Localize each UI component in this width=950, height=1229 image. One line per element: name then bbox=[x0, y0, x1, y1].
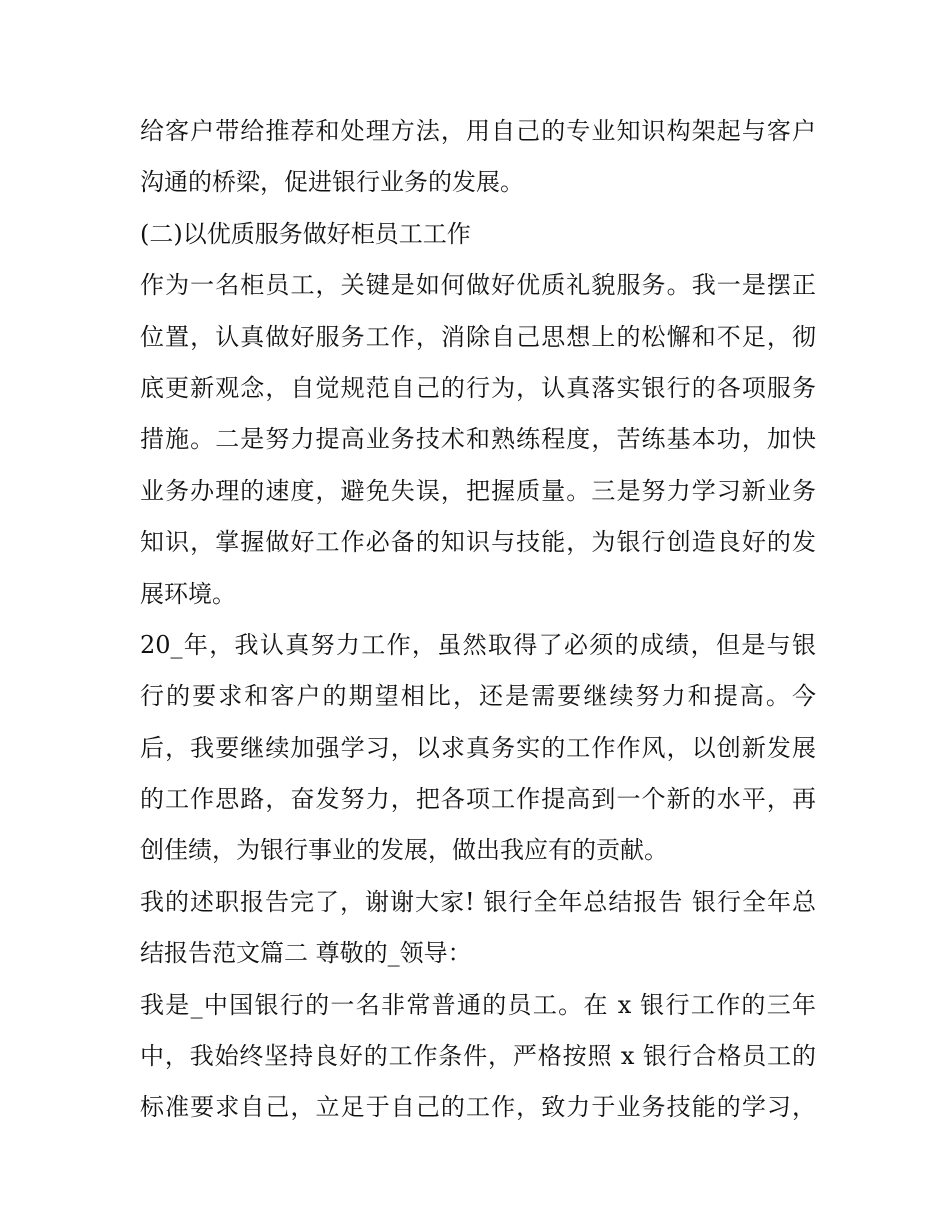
text-line: 作为一名柜员工，关键是如何做好优质礼貌服务。我一是摆正 bbox=[140, 271, 816, 300]
text-line: 知识，掌握做好工作必备的知识与技能，为银行创造良好的发 bbox=[140, 528, 816, 557]
text-line: 中，我始终坚持良好的工作条件，严格按照 x 银行合格员工的 bbox=[140, 1042, 816, 1071]
text-line: 的工作思路，奋发努力，把各项工作提高到一个新的水平，再 bbox=[140, 785, 816, 814]
text-line: 位置，认真做好服务工作，消除自己思想上的松懈和不足，彻 bbox=[140, 322, 816, 351]
body-text bbox=[140, 106, 816, 1134]
text-line: 后，我要继续加强学习，以求真务实的工作作风，以创新发展 bbox=[140, 733, 816, 762]
text-line: 行的要求和客户的期望相比，还是需要继续努力和提高。今 bbox=[140, 682, 816, 711]
section-heading: (二)以优质服务做好柜员工工作 bbox=[140, 219, 471, 248]
text-line: 沟通的桥梁，促进银行业务的发展。 bbox=[140, 168, 524, 197]
text-line: 结报告范文篇二 尊敬的_领导： bbox=[140, 939, 472, 968]
text-line: 展环境。 bbox=[140, 579, 236, 608]
text-line: 我是_中国银行的一名非常普通的员工。在 x 银行工作的三年 bbox=[140, 990, 816, 1019]
text-line: 业务办理的速度，避免失误，把握质量。三是努力学习新业务 bbox=[140, 476, 816, 505]
text-line: 标准要求自己，立足于自己的工作，致力于业务技能的学习， bbox=[140, 1093, 816, 1122]
text-line: 我的述职报告完了，谢谢大家! 银行全年总结报告 银行全年总 bbox=[140, 887, 816, 916]
text-line: 20_年，我认真努力工作，虽然取得了必须的成绩，但是与银 bbox=[140, 630, 816, 659]
text-line: 给客户带给推荐和处理方法，用自己的专业知识构架起与客户 bbox=[140, 117, 816, 145]
text-line: 创佳绩，为银行事业的发展，做出我应有的贡献。 bbox=[140, 836, 668, 865]
text-line: 措施。二是努力提高业务技术和熟练程度，苦练基本功，加快 bbox=[140, 425, 816, 454]
text-line: 底更新观念，自觉规范自己的行为，认真落实银行的各项服务 bbox=[140, 373, 816, 402]
